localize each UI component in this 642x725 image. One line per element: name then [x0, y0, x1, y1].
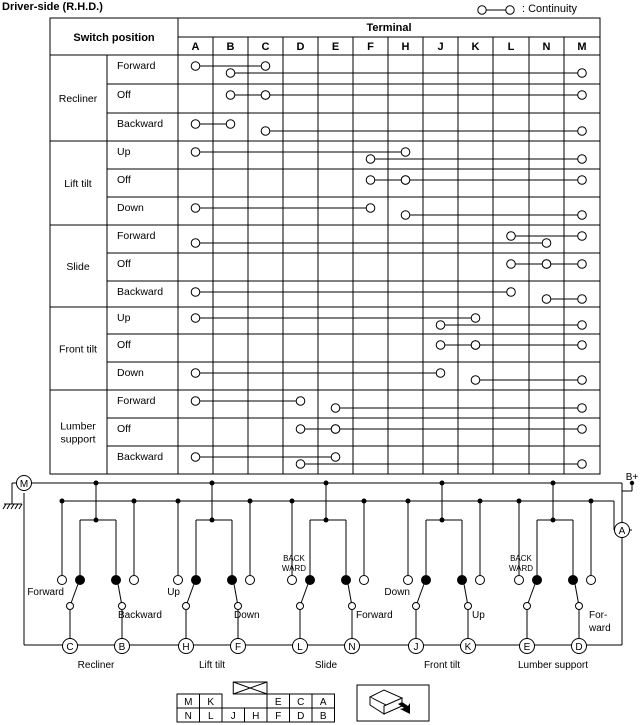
switch-contact	[130, 576, 139, 585]
header-terminal: Terminal	[366, 22, 412, 34]
ground-icon	[11, 504, 14, 509]
continuity-legend-label: : Continuity	[522, 3, 578, 15]
terminal-header-C: C	[261, 41, 270, 53]
switch-direction-label: WARD	[508, 564, 534, 573]
terminal-label: C	[66, 642, 74, 653]
switch-contact	[476, 576, 485, 585]
switch-pivot	[67, 603, 74, 610]
terminal-header-A: A	[191, 41, 200, 53]
connector-view-icon	[357, 685, 429, 721]
switch-pivot	[576, 603, 583, 610]
terminal-label: B	[118, 642, 126, 653]
switch-contact	[112, 576, 121, 585]
switch-pivot	[235, 603, 242, 610]
connector-pin-label: D	[297, 711, 305, 722]
ground-icon	[7, 504, 10, 509]
switch-contact	[174, 576, 183, 585]
switch-contact	[192, 576, 201, 585]
switch-position-label: Down	[117, 367, 144, 379]
switch-name-label: Front tilt	[423, 660, 461, 671]
switch-contact	[533, 576, 542, 585]
power-label: B+	[625, 472, 639, 483]
terminal-header-H: H	[401, 41, 410, 53]
switch-position-label: Down	[117, 202, 144, 214]
switch-direction-label: ward	[589, 623, 611, 634]
switch-contact	[458, 576, 467, 585]
switch-position-label: Off	[117, 89, 131, 101]
terminal-label: E	[523, 642, 531, 653]
terminal-label: K	[464, 642, 472, 653]
switch-contact	[404, 576, 413, 585]
terminal-label: F	[234, 642, 242, 653]
terminal-header-M: M	[577, 41, 587, 53]
connector-pin-label: B	[319, 711, 327, 722]
switch-direction-label: BACK	[283, 554, 305, 563]
switch-position-label: Forward	[117, 230, 156, 242]
group-label: Recliner	[58, 93, 98, 105]
terminal-label: N	[348, 642, 356, 653]
junction-dot	[478, 499, 483, 504]
switch-direction-label: Up	[472, 610, 485, 621]
switch-position-label: Off	[117, 174, 131, 186]
switch-direction-label: WARD	[281, 564, 307, 573]
junction-dot	[94, 481, 99, 486]
switch-position-label: Off	[117, 423, 131, 435]
switch-position-label: Backward	[117, 118, 164, 130]
switch-pivot	[119, 603, 126, 610]
group-label: Slide	[66, 261, 90, 273]
terminal-header-D: D	[296, 41, 305, 53]
terminal-label: L	[297, 642, 303, 653]
switch-name-label: Recliner	[77, 660, 115, 671]
junction-dot	[551, 481, 556, 486]
connector-pin-label: E	[274, 697, 282, 708]
group-label: Front tilt	[59, 343, 97, 356]
switch-position-label: Up	[117, 312, 131, 324]
switch-contact	[288, 576, 297, 585]
connector-pin-label: N	[184, 711, 192, 722]
switch-pivot	[297, 603, 304, 610]
terminal-header-N: N	[542, 41, 551, 53]
switch-contact	[587, 576, 596, 585]
junction-dot	[210, 481, 215, 486]
switch-position-label: Up	[117, 146, 131, 158]
group-label: Lift tilt	[64, 178, 92, 190]
switch-contact	[342, 576, 351, 585]
ground-icon	[15, 504, 18, 509]
switch-contact	[58, 576, 67, 585]
junction-dot	[324, 481, 329, 486]
switch-pivot	[349, 603, 356, 610]
switch-contact	[306, 576, 315, 585]
connector-pin-label: J	[230, 711, 236, 722]
switch-position-label: Off	[117, 258, 131, 270]
switch-position-label: Forward	[117, 60, 156, 72]
switch-position-label: Backward	[117, 286, 164, 298]
connector-pin-label: M	[184, 697, 193, 708]
switch-contact	[246, 576, 255, 585]
switch-direction-label: Forward	[27, 587, 64, 598]
group-label: support	[60, 433, 96, 446]
switch-direction-label: Backward	[118, 610, 162, 621]
switch-direction-label: Down	[234, 610, 260, 621]
group-label: Lumber	[60, 420, 96, 433]
terminal-header-K: K	[471, 41, 480, 53]
terminal-label: J	[413, 642, 419, 653]
switch-direction-label: Forward	[356, 610, 393, 621]
terminal-header-J: J	[437, 41, 444, 53]
switch-contact	[422, 576, 431, 585]
switch-contact	[360, 576, 369, 585]
switch-position-label: Forward	[117, 395, 156, 407]
switch-contact	[76, 576, 85, 585]
junction-dot	[362, 499, 367, 504]
switch-direction-label: For-	[589, 610, 608, 621]
ground-icon	[19, 504, 22, 509]
switch-pivot	[524, 603, 531, 610]
switch-direction-label: Up	[167, 587, 180, 598]
terminal-header-L: L	[507, 41, 515, 53]
switch-pivot	[183, 603, 190, 610]
switch-contact	[569, 576, 578, 585]
common-terminal-label: A	[618, 526, 626, 537]
junction-dot	[248, 499, 253, 504]
header-switch-position: Switch position	[73, 32, 155, 44]
connector-pin-label: H	[252, 711, 260, 722]
switch-name-label: Slide	[314, 660, 338, 671]
terminal-header-E: E	[331, 41, 340, 53]
motor-label: M	[19, 479, 29, 490]
junction-dot	[589, 499, 594, 504]
switch-pivot	[465, 603, 472, 610]
connector-face	[177, 682, 335, 722]
switch-contact	[515, 576, 524, 585]
terminal-header-B: B	[226, 41, 235, 53]
switch-position-label: Off	[117, 339, 131, 351]
terminal-label: H	[182, 642, 190, 653]
terminal-header-F: F	[367, 41, 374, 53]
switch-position-label: Backward	[117, 451, 164, 463]
connector-pin-label: A	[319, 697, 327, 708]
ground-icon	[3, 504, 6, 509]
switch-name-label: Lift tilt	[198, 660, 226, 671]
terminal-label: D	[575, 642, 583, 653]
page-title: Driver-side (R.H.D.)	[2, 1, 103, 13]
junction-dot	[440, 481, 445, 486]
connector-pin-label: L	[207, 711, 214, 722]
switch-name-label: Lumber support	[517, 660, 589, 671]
switch-pivot	[413, 603, 420, 610]
switch-direction-label: Down	[384, 587, 410, 598]
connector-pin-label: K	[207, 697, 215, 708]
switch-direction-label: BACK	[510, 554, 532, 563]
junction-dot	[132, 499, 137, 504]
connector-pin-label: F	[275, 711, 282, 722]
connector-pin-label: C	[297, 697, 305, 708]
switch-contact	[228, 576, 237, 585]
